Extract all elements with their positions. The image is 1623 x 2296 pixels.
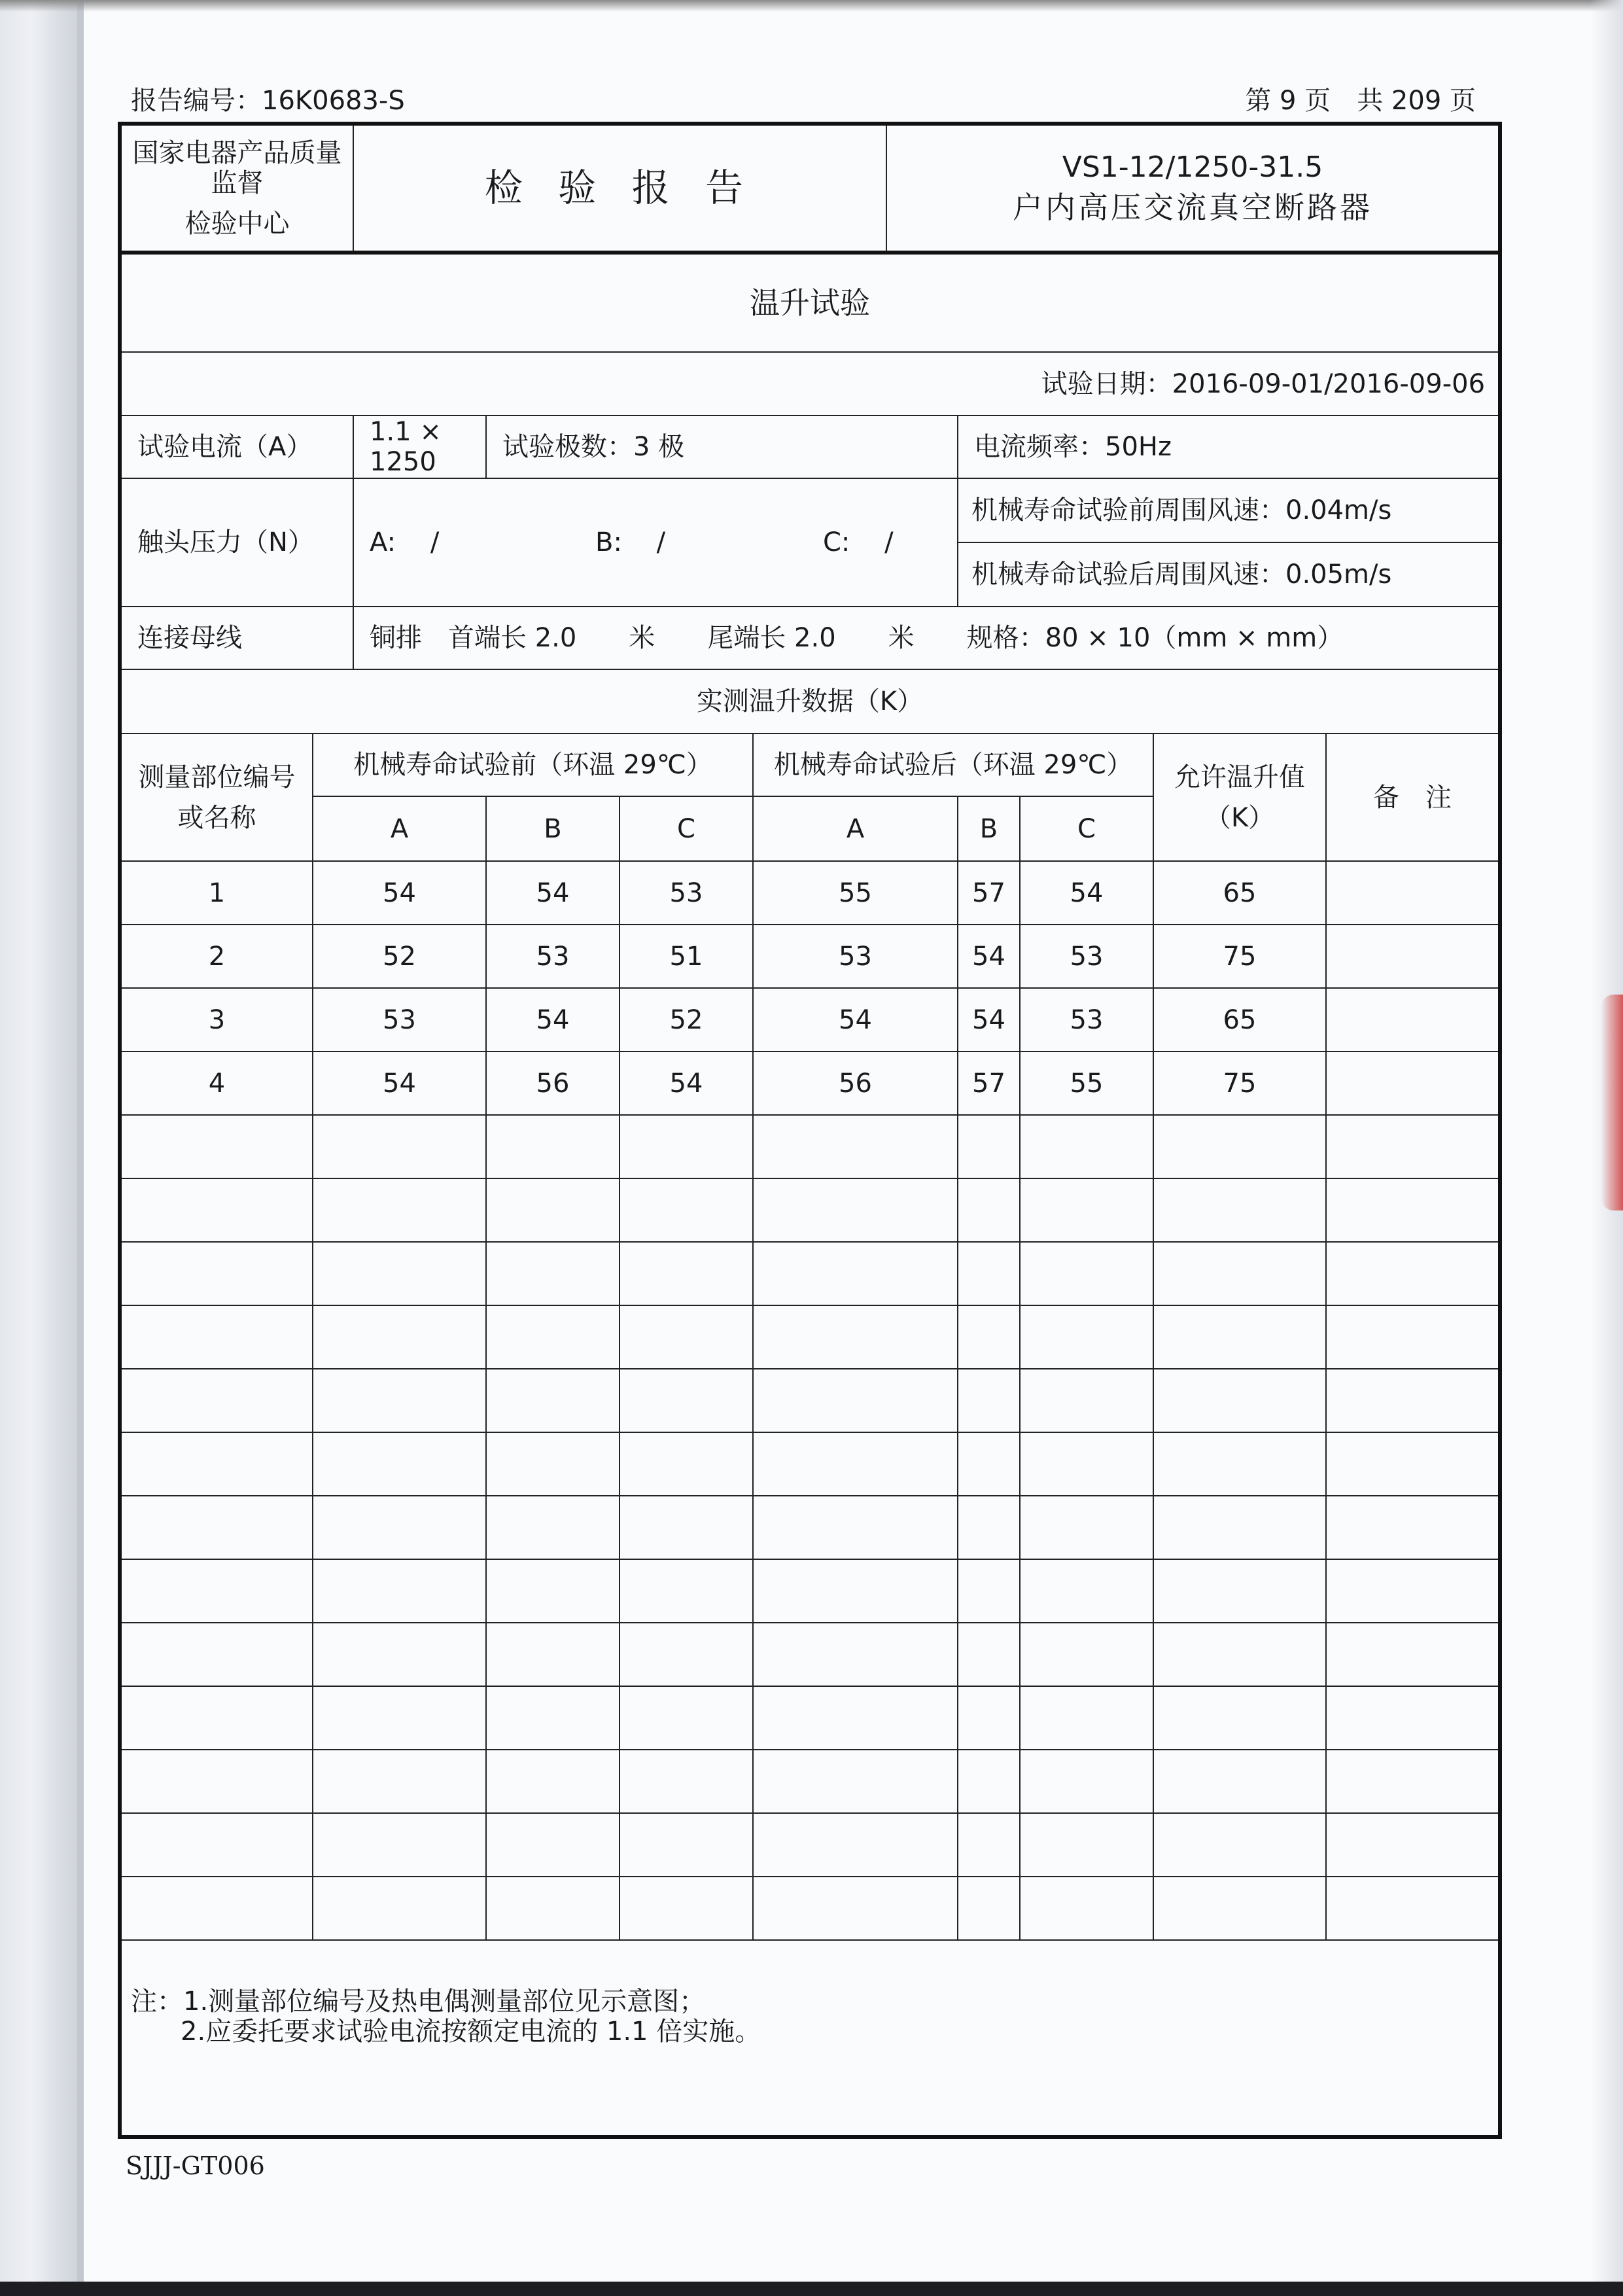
empty-cell <box>1020 1813 1153 1877</box>
empty-cell <box>1326 1305 1500 1369</box>
empty-cell <box>486 1623 620 1686</box>
empty-cell <box>753 1750 958 1813</box>
empty-cell <box>1153 1813 1326 1877</box>
empty-cell <box>1020 1559 1153 1623</box>
col-location-header: 测量部位编号 或名称 <box>120 733 313 861</box>
empty-row <box>120 1242 1500 1305</box>
empty-cell <box>486 1559 620 1623</box>
group-after-header: 机械寿命试验后（环温 29℃） <box>753 733 1153 796</box>
empty-cell <box>120 1623 313 1686</box>
org-cell <box>120 124 353 253</box>
value-cell: 52 <box>313 925 486 988</box>
scan-top-shadow <box>0 0 1623 12</box>
empty-cell <box>1153 1178 1326 1242</box>
wind-speed-before: 机械寿命试验前周围风速：0.04m/s <box>958 478 1500 542</box>
empty-cell <box>620 1750 753 1813</box>
data-row <box>120 925 1500 988</box>
empty-cell <box>958 1813 1020 1877</box>
contact-force-values <box>353 478 958 607</box>
note-line-2: 2.应委托要求试验电流按额定电流的 1.1 倍实施。 <box>181 2017 761 2047</box>
test-date: 试验日期：2016-09-01/2016-09-06 <box>120 352 1500 415</box>
wind-speed-after: 机械寿命试验后周围风速：0.05m/s <box>958 542 1500 607</box>
empty-cell <box>1020 1432 1153 1496</box>
empty-cell <box>620 1877 753 1940</box>
empty-cell <box>620 1369 753 1432</box>
empty-cell <box>753 1305 958 1369</box>
value-cell: 57 <box>958 1051 1020 1115</box>
empty-cell <box>313 1877 486 1940</box>
empty-cell <box>120 1813 313 1877</box>
empty-cell <box>1326 1432 1500 1496</box>
empty-cell <box>753 1623 958 1686</box>
location-cell: 4 <box>120 1051 313 1115</box>
busbar-value: 铜排 首端长 2.0 米 尾端长 2.0 米 规格：80 × 10（mm × mm） <box>353 607 1500 669</box>
empty-cell <box>958 1623 1020 1686</box>
notes-row <box>120 1940 1500 2137</box>
empty-cell <box>753 1813 958 1877</box>
binding-edge <box>77 0 84 2296</box>
allowed-value-cell: 75 <box>1153 1051 1326 1115</box>
empty-row <box>120 1496 1500 1559</box>
empty-cell <box>620 1813 753 1877</box>
data-table-title: 实测温升数据（K） <box>120 669 1500 733</box>
report-table <box>118 122 1502 2139</box>
group-before-header: 机械寿命试验前（环温 29℃） <box>313 733 753 796</box>
empty-cell <box>1020 1496 1153 1559</box>
empty-row <box>120 1178 1500 1242</box>
empty-cell <box>1153 1242 1326 1305</box>
contact-force-a: A: / <box>370 527 440 557</box>
empty-cell <box>1020 1115 1153 1178</box>
empty-cell <box>313 1242 486 1305</box>
empty-cell <box>486 1242 620 1305</box>
value-cell: 53 <box>620 861 753 925</box>
empty-cell <box>1153 1496 1326 1559</box>
empty-cell <box>958 1432 1020 1496</box>
contact-force-b: B: / <box>595 527 666 557</box>
empty-cell <box>120 1877 313 1940</box>
empty-cell <box>753 1559 958 1623</box>
empty-cell <box>620 1178 753 1242</box>
empty-cell <box>1020 1686 1153 1750</box>
empty-cell <box>486 1813 620 1877</box>
empty-cell <box>120 1369 313 1432</box>
empty-cell <box>120 1305 313 1369</box>
empty-cell <box>620 1623 753 1686</box>
phase-header: C <box>1020 796 1153 861</box>
busbar-label: 连接母线 <box>120 607 353 669</box>
empty-cell <box>753 1686 958 1750</box>
value-cell: 55 <box>1020 1051 1153 1115</box>
empty-cell <box>120 1750 313 1813</box>
empty-cell <box>620 1432 753 1496</box>
test-current-label: 试验电流（A） <box>120 415 353 478</box>
empty-cell <box>1020 1369 1153 1432</box>
empty-cell <box>958 1242 1020 1305</box>
product-cell <box>886 124 1500 253</box>
empty-cell <box>1153 1115 1326 1178</box>
empty-cell <box>1326 1559 1500 1623</box>
empty-cell <box>313 1115 486 1178</box>
phase-header: B <box>486 796 620 861</box>
location-cell: 1 <box>120 861 313 925</box>
empty-cell <box>313 1432 486 1496</box>
empty-cell <box>120 1496 313 1559</box>
value-cell: 54 <box>486 861 620 925</box>
empty-cell <box>1020 1623 1153 1686</box>
empty-cell <box>753 1432 958 1496</box>
location-cell: 2 <box>120 925 313 988</box>
data-row <box>120 988 1500 1051</box>
empty-cell <box>958 1877 1020 1940</box>
empty-cell <box>1020 1305 1153 1369</box>
empty-cell <box>120 1178 313 1242</box>
binding-spine <box>0 0 79 2296</box>
empty-cell <box>120 1432 313 1496</box>
empty-cell <box>1153 1686 1326 1750</box>
empty-row <box>120 1559 1500 1623</box>
value-cell: 54 <box>620 1051 753 1115</box>
empty-cell <box>1326 1623 1500 1686</box>
contact-force-c: C: / <box>823 527 894 557</box>
value-cell: 52 <box>620 988 753 1051</box>
empty-row <box>120 1369 1500 1432</box>
value-cell: 56 <box>753 1051 958 1115</box>
data-row <box>120 861 1500 925</box>
page-info: 第 9 页 共 209 页 <box>1245 86 1476 116</box>
data-row <box>120 1051 1500 1115</box>
red-seal-stamp-fragment <box>1601 995 1623 1210</box>
empty-cell <box>958 1496 1020 1559</box>
value-cell: 51 <box>620 925 753 988</box>
empty-row <box>120 1432 1500 1496</box>
empty-cell <box>958 1305 1020 1369</box>
empty-cell <box>620 1305 753 1369</box>
value-cell: 53 <box>486 925 620 988</box>
empty-cell <box>958 1115 1020 1178</box>
value-cell: 54 <box>313 861 486 925</box>
empty-cell <box>486 1369 620 1432</box>
empty-cell <box>1326 1686 1500 1750</box>
empty-cell <box>1326 1115 1500 1178</box>
empty-cell <box>1020 1877 1153 1940</box>
empty-cell <box>1326 1813 1500 1877</box>
empty-cell <box>1020 1750 1153 1813</box>
empty-row <box>120 1305 1500 1369</box>
value-cell: 54 <box>958 988 1020 1051</box>
empty-cell <box>1326 1178 1500 1242</box>
title-block-row <box>120 124 1500 253</box>
data-header-row-1 <box>120 733 1500 796</box>
empty-cell <box>753 1877 958 1940</box>
empty-cell <box>313 1813 486 1877</box>
product-name: 户内高压交流真空断路器 <box>1013 190 1373 226</box>
allowed-value-cell: 65 <box>1153 861 1326 925</box>
empty-cell <box>313 1496 486 1559</box>
org-line-2: 检验中心 <box>184 208 290 239</box>
location-cell: 3 <box>120 988 313 1051</box>
empty-cell <box>1153 1559 1326 1623</box>
empty-cell <box>958 1369 1020 1432</box>
empty-cell <box>313 1305 486 1369</box>
doc-title: 检 验 报 告 <box>353 124 886 253</box>
empty-cell <box>1153 1877 1326 1940</box>
form-code: SJJJ-GT006 <box>126 2151 265 2180</box>
col-allowed-header: 允许温升值 （K） <box>1153 733 1326 861</box>
empty-cell <box>958 1178 1020 1242</box>
empty-cell <box>120 1686 313 1750</box>
value-cell: 53 <box>753 925 958 988</box>
value-cell: 54 <box>958 925 1020 988</box>
empty-cell <box>486 1686 620 1750</box>
empty-cell <box>620 1115 753 1178</box>
phase-header: C <box>620 796 753 861</box>
phase-header: A <box>753 796 958 861</box>
value-cell: 57 <box>958 861 1020 925</box>
empty-cell <box>753 1242 958 1305</box>
empty-row <box>120 1813 1500 1877</box>
empty-cell <box>486 1496 620 1559</box>
empty-cell <box>1153 1750 1326 1813</box>
empty-cell <box>620 1242 753 1305</box>
empty-cell <box>313 1623 486 1686</box>
report-number: 报告编号：16K0683-S <box>131 86 405 116</box>
empty-cell <box>120 1115 313 1178</box>
empty-cell <box>486 1877 620 1940</box>
empty-row <box>120 1877 1500 1940</box>
empty-cell <box>753 1178 958 1242</box>
empty-cell <box>486 1178 620 1242</box>
section-title: 温升试验 <box>120 253 1500 352</box>
value-cell: 54 <box>486 988 620 1051</box>
empty-cell <box>620 1686 753 1750</box>
empty-cell <box>313 1686 486 1750</box>
section-title-row <box>120 253 1500 352</box>
empty-cell <box>1326 1750 1500 1813</box>
value-cell: 53 <box>313 988 486 1051</box>
phase-header: B <box>958 796 1020 861</box>
remark-cell <box>1326 1051 1500 1115</box>
empty-cell <box>313 1750 486 1813</box>
remark-cell <box>1326 988 1500 1051</box>
empty-cell <box>1153 1623 1326 1686</box>
contact-force-row-1 <box>120 478 1500 542</box>
scan-bottom-edge <box>0 2282 1623 2296</box>
empty-cell <box>1153 1432 1326 1496</box>
value-cell: 54 <box>1020 861 1153 925</box>
allowed-value-cell: 65 <box>1153 988 1326 1051</box>
product-model: VS1-12/1250-31.5 <box>1062 150 1323 184</box>
test-date-row <box>120 352 1500 415</box>
empty-cell <box>753 1115 958 1178</box>
empty-cell <box>1020 1178 1153 1242</box>
col-remark-header: 备 注 <box>1326 733 1500 861</box>
empty-cell <box>1326 1877 1500 1940</box>
current-row <box>120 415 1500 478</box>
empty-row <box>120 1623 1500 1686</box>
empty-cell <box>1326 1496 1500 1559</box>
phase-header: A <box>313 796 486 861</box>
busbar-row <box>120 607 1500 669</box>
empty-row <box>120 1115 1500 1178</box>
test-current-value: 1.1 × 1250 <box>353 415 486 478</box>
empty-row <box>120 1686 1500 1750</box>
empty-cell <box>753 1496 958 1559</box>
empty-cell <box>620 1496 753 1559</box>
contact-force-label: 触头压力（N） <box>120 478 353 607</box>
empty-cell <box>486 1305 620 1369</box>
value-cell: 54 <box>313 1051 486 1115</box>
empty-cell <box>486 1750 620 1813</box>
empty-cell <box>313 1178 486 1242</box>
empty-cell <box>120 1242 313 1305</box>
empty-cell <box>1020 1242 1153 1305</box>
remark-cell <box>1326 925 1500 988</box>
empty-cell <box>1326 1242 1500 1305</box>
empty-row <box>120 1750 1500 1813</box>
empty-cell <box>958 1559 1020 1623</box>
value-cell: 53 <box>1020 988 1153 1051</box>
empty-cell <box>620 1559 753 1623</box>
empty-cell <box>313 1369 486 1432</box>
empty-cell <box>1326 1369 1500 1432</box>
data-title-row <box>120 669 1500 733</box>
empty-cell <box>753 1369 958 1432</box>
current-frequency: 电流频率：50Hz <box>958 415 1500 478</box>
value-cell: 55 <box>753 861 958 925</box>
empty-cell <box>486 1432 620 1496</box>
empty-cell <box>958 1686 1020 1750</box>
empty-cell <box>120 1559 313 1623</box>
remark-cell <box>1326 861 1500 925</box>
note-line-1: 注：1.测量部位编号及热电偶测量部位见示意图； <box>131 1987 706 2017</box>
empty-cell <box>1153 1305 1326 1369</box>
empty-cell <box>313 1559 486 1623</box>
test-poles: 试验极数：3 极 <box>486 415 958 478</box>
value-cell: 53 <box>1020 925 1153 988</box>
empty-cell <box>958 1750 1020 1813</box>
allowed-value-cell: 75 <box>1153 925 1326 988</box>
org-line-1: 国家电器产品质量监督 <box>132 137 342 198</box>
value-cell: 56 <box>486 1051 620 1115</box>
empty-cell <box>486 1115 620 1178</box>
notes-cell <box>120 1940 1500 2137</box>
empty-cell <box>1153 1369 1326 1432</box>
value-cell: 54 <box>753 988 958 1051</box>
